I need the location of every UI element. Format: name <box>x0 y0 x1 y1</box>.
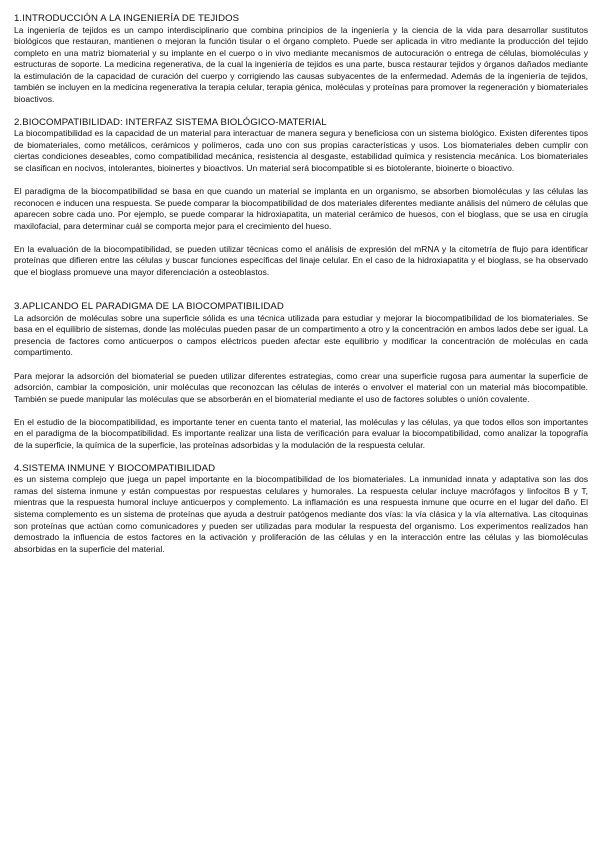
section-introduccion <box>14 13 588 105</box>
section-paragraph: En el estudio de la biocompatibilidad, es importante tener en cuenta tanto el material, las moléculas y las células, ya que todos ellos son importantes en el paradigma de la biocompatibilidad. Es importante realizar una lista de verificación para evaluar la biocompatibilidad, como analizar la topografía de la superficie, la química de la superficie, las proteínas adsorbidas y la modulación de la respuesta celular. <box>14 416 588 450</box>
section-heading: 3.APLICANDO EL PARADIGMA DE LA BIOCOMPATIBILIDAD <box>14 301 284 313</box>
section-heading: 2.BIOCOMPATIBILIDAD: INTERFAZ SISTEMA BIOLÓGICO-MATERIAL <box>14 116 327 128</box>
section-paragraph: Para mejorar la adsorción del biomaterial se pueden utilizar diferentes estrategias, como crear una superficie rugosa para aumentar la superficie de adsorción, cambiar la composición, unir moléculas que reconozcan las células de interés o envolver el material con un material más biocompatible. También se puede manipular las moléculas que se absorberán en el biomaterial mediante el uso de factores solubles o unión covalente. <box>14 370 588 404</box>
section-sistema-inmune <box>14 463 588 555</box>
section-paragraph: La biocompatibilidad es la capacidad de un material para interactuar de manera segura y beneficiosa con un sistema biológico. Existen diferentes tipos de biomateriales, como metálicos, cerámicos y polímeros, cada uno con sus propias características y usos. Los biomateriales deben cumplir con ciertas condiciones deseables, como compatibilidad mecánica, resistencia al desgaste, estabilidad química y resistencia mecánica. Los biomateriales se clasifican en nocivos, intolerantes, bioinertes y bioactivos. Un material será biocompatible si es biotolerante, bioinerte o bioactivo. <box>14 128 588 173</box>
section-heading: 4.SISTEMA INMUNE Y BIOCOMPATIBILIDAD <box>14 462 216 474</box>
section-paragraph: La ingeniería de tejidos es un campo interdisciplinario que combina principios de la ingeniería y la ciencia de la vida para desarrollar sustitutos biológicos que restauran, mantienen o mejoran la función tisular o el órgano completo. Puede ser aplicada in vitro mediante la producción del tejido completo en una matriz biomaterial y su implante en el cuerpo o in vivo mediante mecanismos de autocuración o entrega de células, biomoléculas y estructuras de soporte. La medicina regenerativa, de la cual la ingeniería de tejidos es una parte, busca restaurar tejidos y órganos dañados mediante la estimulación de la capacidad de curación del cuerpo y corrigiendo las causas subyacentes de la enfermedad. Además de la ingeniería de tejidos, también se incluyen en la medicina regenerativa la terapia celular, terapia génica, moléculas y proteínas para promover la regeneración y biomateriales bioactivos. <box>14 24 588 104</box>
section-heading: 1.INTRODUCCIÓN A LA INGENIERÍA DE TEJIDOS <box>14 13 240 24</box>
section-paragraph: El paradigma de la biocompatibilidad se basa en que cuando un material se implanta en un organismo, se absorben biomoléculas y las células las reconocen e inducen una respuesta. Se puede comparar la biocompatibilidad de dos materiales diferentes mediante análisis del número de células que aparecen sobre cada uno. Por ejemplo, se puede comparar la hidroxiapatita, un material cerámico de huesos, con el bioglass, que se usa en cirugía maxilofacial, para determinar cuál se comporta mejor para el crecimiento del hueso. <box>14 186 588 231</box>
document-page <box>14 13 588 555</box>
section-paragraph: La adsorción de moléculas sobre una superficie sólida es una técnica utilizada para estudiar y mejorar la biocompatibilidad de los biomateriales. Se basa en el equilibrio de sistemas, donde las moléculas pueden pasar de un compartimento a otro y la concentración en ambos lados debe ser igual. La presencia de factores como anticuerpos o campos eléctricos pueden afectar este equilibrio y modificar la concentración de moléculas en cada compartimento. <box>14 312 588 358</box>
section-biocompatibilidad <box>14 117 588 279</box>
section-paragraph: es un sistema complejo que juega un papel importante en la biocompatibilidad de los biomateriales. La inmunidad innata y adaptativa son las dos ramas del sistema inmune y están compuestas por respuestas celulares y humorales. La respuesta celular incluye macrófagos y linfocitos B y T, mientras que la respuesta humoral incluye anticuerpos y complemento. La inflamación es una respuesta inmune que ocurre en el lugar del daño. El sistema complemento es un sistema de proteínas que ayuda a destruir patógenos mediante dos vías: la vía clásica y la vía alternativa. Las citoquinas son proteínas que actúan como comunicadores y pueden ser utilizadas para modular la respuesta del organismo. Los experimentos realizados han demostrado la influencia de estos factores en la activación y proliferación de las células y en la interacción entre las células y las biomoléculas absorbidas en la superficie del material. <box>14 474 588 554</box>
section-aplicando-paradigma <box>14 301 588 451</box>
section-paragraph: En la evaluación de la biocompatibilidad, se pueden utilizar técnicas como el análisis de expresión del mRNA y la citometría de flujo para identificar proteínas que difieren entre las células y buscar funciones específicas del linaje celular. En el caso de la hidroxiapatita y el bioglass, se ha observado que el bioglass promueve una mayor diferenciación a osteoblastos. <box>14 243 588 277</box>
